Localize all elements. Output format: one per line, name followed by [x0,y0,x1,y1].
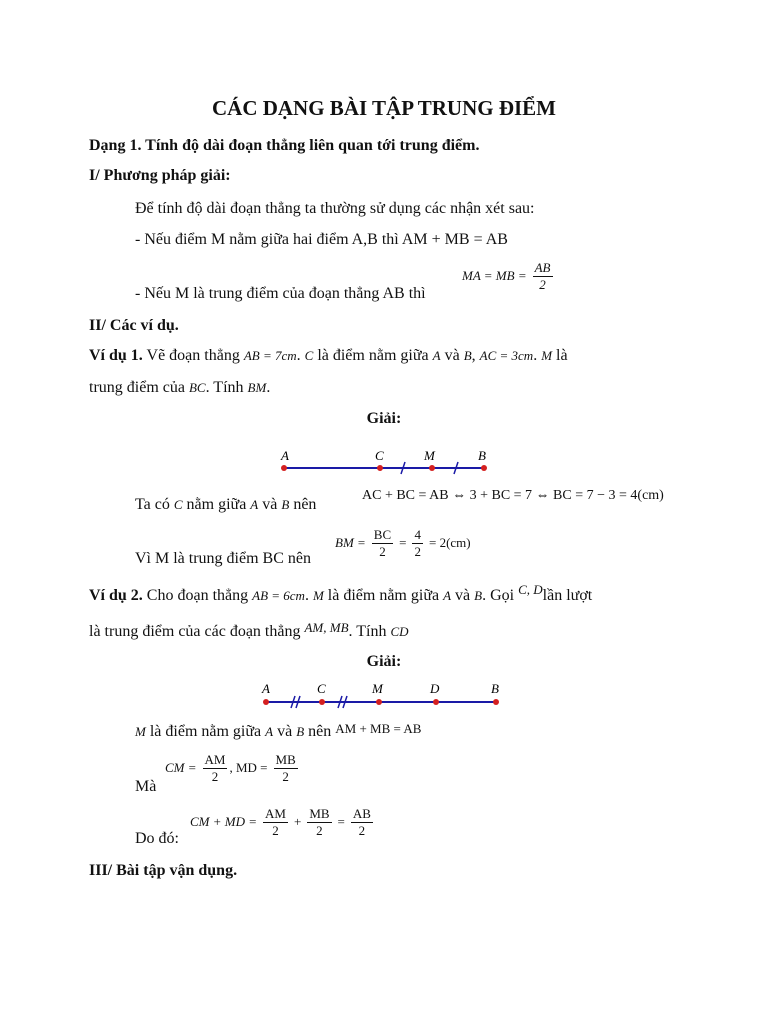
point-label-B: B [478,448,486,463]
point-A [281,465,287,471]
method-intro: Để tính độ dài đoạn thẳng ta thường sử dụng các nhận xét sau: [135,200,535,217]
example-2-statement-line-1: Ví dụ 2. Cho đoạn thẳng AB = 6cm. M là điểm nằm giữa A và B. Gọi $^{C, D}$lần lượt [89,582,593,604]
example-1-solution-formula-1: AC + BC = AB ⇔ 3 + BC = 7 ⇔ BC = 7 − 3 = 4(cm) [362,488,664,503]
method-rule-2-formula: MA = MB = $\frac{AB}{2}$ [462,260,551,292]
example-1-solution-line-2: Vì M là trung điểm BC nên [135,550,311,567]
point-M [429,465,435,471]
example-1-solution-heading: Giải: [366,410,402,427]
example-2-solution-formula-3: CM + MD = $\frac{AM}{2}$ + $\frac{MB}{2}$ = $\frac{AB}{2}$ [190,806,371,838]
example-1-segment-diagram [270,444,500,484]
example-2-segment-diagram [255,678,505,714]
example-2-solution-line-2: Mà [135,778,157,795]
form-heading: Dạng 1. Tính độ dài đoạn thẳng liên quan tới trung điểm. [89,137,480,154]
method-rule-1: - Nếu điểm M nằm giữa hai điểm A,B thì AM + MB = AB [135,231,508,248]
point-label-B: B [491,681,499,696]
point-B [481,465,487,471]
method-rule-2: - Nếu M là trung điểm của đoạn thẳng AB thì [135,285,426,302]
point-label-A: A [262,681,270,696]
example-2-statement-line-2: là trung điểm của các đoạn thẳng $^{AM, MB}$. Tính CD [89,620,409,640]
page-title: CÁC DẠNG BÀI TẬP TRUNG ĐIỂM [211,96,556,120]
point-label-A: A [281,448,289,463]
example-1-statement-line-2: trung điểm của BC. Tính BM. [89,379,271,396]
point-A [263,699,269,705]
example-2-solution-heading: Giải: [366,653,402,670]
example-1-statement-line-1: Ví dụ 1. Vẽ đoạn thẳng AB = 7cm. C là điểm nằm giữa A và B, AC = 3cm. M là [89,347,568,364]
point-label-C: C [375,448,384,463]
point-C [377,465,383,471]
section-heading-method: I/ Phương pháp giải: [89,167,231,184]
section-heading-exercises: III/ Bài tập vận dụng. [89,862,238,879]
example-2-solution-line-1: M là điểm nằm giữa A và B nên AM + MB = AB [135,721,422,740]
point-B [493,699,499,705]
point-label-C: C [317,681,326,696]
point-M [376,699,382,705]
point-D [433,699,439,705]
section-heading-examples: II/ Các ví dụ. [89,317,179,334]
point-label-M: M [424,448,435,463]
point-C [319,699,325,705]
example-2-solution-formula-2: CM = $\frac{AM}{2}$ , MD = $\frac{MB}{2}$ [165,752,296,784]
example-2-solution-line-3: Do đó: [135,830,179,847]
example-1-solution-formula-2: BM = $\frac{BC}{2}$ = $\frac{4}{2}$ = 2(cm) [335,527,471,559]
point-label-M: M [372,681,383,696]
example-1-solution-line-1: Ta có C nằm giữa A và B nên [135,496,317,513]
point-label-D: D [430,681,440,696]
